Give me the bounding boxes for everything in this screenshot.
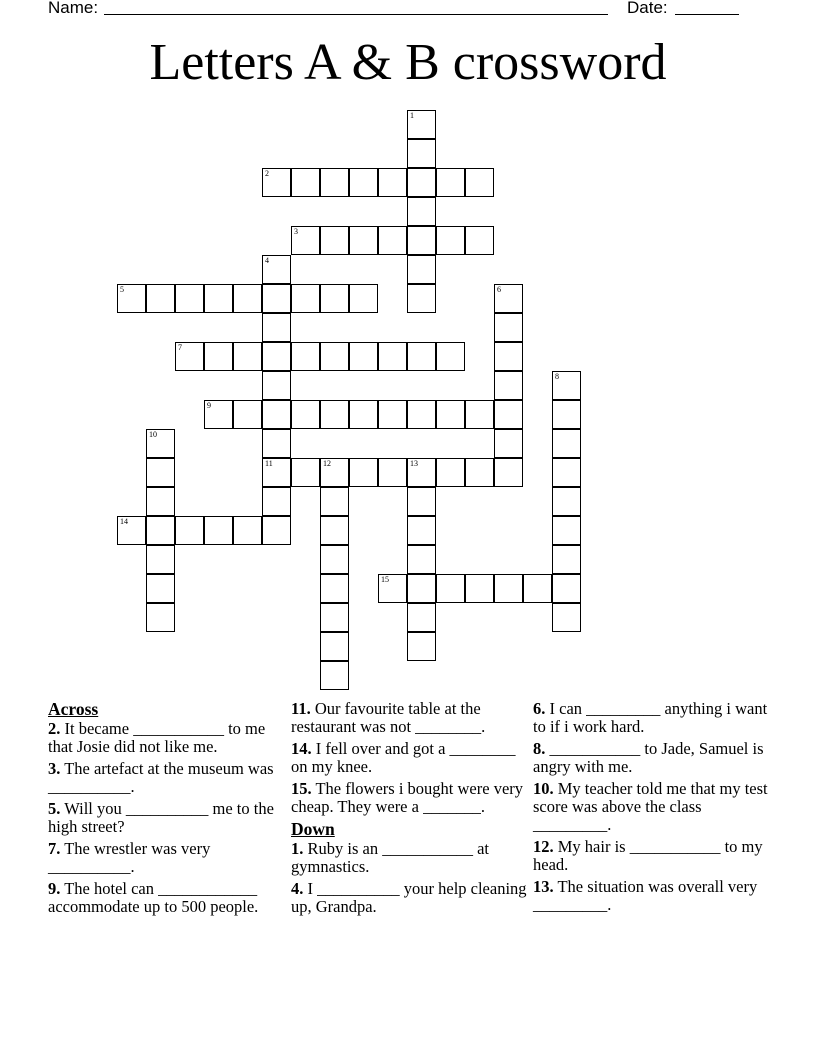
grid-cell[interactable]	[494, 400, 523, 429]
grid-cell[interactable]	[320, 458, 349, 487]
grid-cell[interactable]	[552, 429, 581, 458]
clue-text: I can _________ anything i want to if i work hard.	[533, 699, 768, 736]
grid-cell[interactable]	[494, 342, 523, 371]
clue-number-label: 10	[149, 430, 157, 439]
grid-cell[interactable]	[552, 516, 581, 545]
grid-cell[interactable]	[320, 284, 349, 313]
clue-across-5	[48, 800, 284, 836]
clue-down-8	[533, 740, 769, 776]
clue-number-label: 6	[497, 285, 501, 294]
grid-cell[interactable]	[378, 226, 407, 255]
clue-number: 1.	[291, 839, 304, 858]
grid-cell[interactable]	[494, 574, 523, 603]
grid-cell[interactable]	[407, 284, 436, 313]
grid-cell[interactable]	[204, 342, 233, 371]
clue-number-label: 9	[207, 401, 211, 410]
clue-text: The wrestler was very __________.	[48, 839, 211, 876]
grid-cell[interactable]	[146, 487, 175, 516]
grid-cell[interactable]	[233, 342, 262, 371]
page-title: Letters A & B crossword	[149, 34, 667, 91]
grid-cell[interactable]	[407, 197, 436, 226]
grid-cell[interactable]	[407, 487, 436, 516]
clue-across-11	[291, 700, 527, 736]
grid-cell[interactable]	[552, 545, 581, 574]
clue-down-10	[533, 780, 769, 834]
grid-cell[interactable]	[436, 574, 465, 603]
grid-cell[interactable]	[262, 487, 291, 516]
clue-number: 15.	[291, 779, 312, 798]
grid-cell[interactable]	[552, 458, 581, 487]
clue-number: 7.	[48, 839, 61, 858]
clue-number-label: 1	[410, 111, 414, 120]
grid-cell[interactable]	[494, 313, 523, 342]
grid-cell[interactable]	[407, 110, 436, 139]
grid-cell[interactable]	[320, 226, 349, 255]
grid-cell[interactable]	[320, 603, 349, 632]
grid-cell[interactable]	[262, 313, 291, 342]
clue-text: The situation was overall very _________.	[533, 877, 758, 914]
grid-cell[interactable]	[494, 371, 523, 400]
grid-cell[interactable]	[349, 400, 378, 429]
clue-number-label: 4	[265, 256, 269, 265]
grid-cell[interactable]	[146, 574, 175, 603]
grid-cell[interactable]	[204, 400, 233, 429]
grid-cell[interactable]	[349, 226, 378, 255]
grid-cell[interactable]	[146, 429, 175, 458]
grid-cell[interactable]	[407, 603, 436, 632]
clue-number-label: 13	[410, 459, 418, 468]
clue-text: Will you __________ me to the high street?	[48, 799, 274, 836]
grid-cell[interactable]	[465, 574, 494, 603]
grid-cell[interactable]	[291, 168, 320, 197]
clue-text: I __________ your help cleaning up, Grandpa.	[291, 879, 527, 916]
grid-cell[interactable]	[291, 458, 320, 487]
grid-cell[interactable]	[262, 168, 291, 197]
clue-number: 8.	[533, 739, 546, 758]
grid-cell[interactable]	[233, 400, 262, 429]
grid-cell[interactable]	[320, 400, 349, 429]
grid-cell[interactable]	[465, 168, 494, 197]
grid-cell[interactable]	[407, 458, 436, 487]
grid-cell[interactable]	[320, 516, 349, 545]
clue-number: 13.	[533, 877, 554, 896]
grid-cell[interactable]	[262, 284, 291, 313]
grid-cell[interactable]	[262, 342, 291, 371]
grid-cell[interactable]	[291, 342, 320, 371]
grid-cell[interactable]	[146, 545, 175, 574]
down-heading: Down	[291, 819, 335, 839]
clue-across-3	[48, 760, 284, 796]
grid-cell[interactable]	[465, 458, 494, 487]
grid-cell[interactable]	[378, 342, 407, 371]
clue-across-2	[48, 720, 284, 756]
clue-number: 9.	[48, 879, 61, 898]
clue-number-label: 15	[381, 575, 389, 584]
grid-cell[interactable]	[523, 574, 552, 603]
clue-number: 14.	[291, 739, 312, 758]
grid-cell[interactable]	[175, 284, 204, 313]
grid-cell[interactable]	[262, 400, 291, 429]
grid-cell[interactable]	[465, 226, 494, 255]
grid-cell[interactable]	[262, 458, 291, 487]
grid-cell[interactable]	[407, 400, 436, 429]
grid-cell[interactable]	[320, 574, 349, 603]
clue-down-4	[291, 880, 527, 916]
clue-across-14	[291, 740, 527, 776]
clue-text: The hotel can ____________ accommodate up to 500 people.	[48, 879, 259, 916]
clue-number: 3.	[48, 759, 61, 778]
grid-cell[interactable]	[407, 516, 436, 545]
grid-cell[interactable]	[407, 545, 436, 574]
clue-number-label: 7	[178, 343, 182, 352]
clue-text: My teacher told me that my test score was above the class _________.	[533, 779, 768, 834]
grid-cell[interactable]	[552, 603, 581, 632]
clues-column-3	[533, 700, 769, 918]
grid-cell[interactable]	[262, 516, 291, 545]
grid-cell[interactable]	[320, 342, 349, 371]
clue-text: My hair is ___________ to my head.	[533, 837, 763, 874]
clue-number-label: 3	[294, 227, 298, 236]
grid-cell[interactable]	[378, 574, 407, 603]
clue-text: The flowers i bought were very cheap. They were a _______.	[291, 779, 524, 816]
grid-cell[interactable]	[233, 284, 262, 313]
grid-cell[interactable]	[552, 487, 581, 516]
clue-down-1	[291, 840, 527, 876]
grid-cell[interactable]	[407, 226, 436, 255]
clue-number: 2.	[48, 719, 61, 738]
grid-cell[interactable]	[146, 603, 175, 632]
grid-cell[interactable]	[146, 458, 175, 487]
grid-cell[interactable]	[436, 342, 465, 371]
grid-cell[interactable]	[436, 168, 465, 197]
grid-cell[interactable]	[146, 516, 175, 545]
grid-cell[interactable]	[407, 168, 436, 197]
grid-cell[interactable]	[349, 168, 378, 197]
clue-across-7	[48, 840, 284, 876]
clue-number: 6.	[533, 699, 546, 718]
grid-cell[interactable]	[233, 516, 262, 545]
clue-number-label: 14	[120, 517, 128, 526]
date-label: Date:	[627, 0, 668, 17]
grid-cell[interactable]	[349, 342, 378, 371]
clue-number: 4.	[291, 879, 304, 898]
clue-number-label: 8	[555, 372, 559, 381]
grid-cell[interactable]	[436, 400, 465, 429]
clue-text: Ruby is an ___________ at gymnastics.	[291, 839, 489, 876]
grid-cell[interactable]	[320, 632, 349, 661]
grid-cell[interactable]	[117, 516, 146, 545]
grid-cell[interactable]	[407, 574, 436, 603]
grid-cell[interactable]	[291, 284, 320, 313]
grid-cell[interactable]	[407, 632, 436, 661]
clue-number-label: 12	[323, 459, 331, 468]
grid-cell[interactable]	[262, 429, 291, 458]
clue-number-label: 5	[120, 285, 124, 294]
clue-down-13	[533, 878, 769, 914]
clue-number: 11.	[291, 699, 311, 718]
grid-cell[interactable]	[436, 226, 465, 255]
clues-column-2	[291, 700, 527, 920]
grid-cell[interactable]	[204, 284, 233, 313]
grid-cell[interactable]	[204, 516, 233, 545]
grid-cell[interactable]	[320, 545, 349, 574]
grid-cell[interactable]	[552, 371, 581, 400]
grid-cell[interactable]	[349, 284, 378, 313]
grid-cell[interactable]	[407, 255, 436, 284]
grid-cell[interactable]	[175, 516, 204, 545]
clue-across-15	[291, 780, 527, 816]
name-label: Name:	[48, 0, 99, 17]
clue-across-9	[48, 880, 284, 916]
across-heading: Across	[48, 699, 99, 719]
grid-cell[interactable]	[465, 400, 494, 429]
grid-cell[interactable]	[320, 168, 349, 197]
clue-text: ___________ to Jade, Samuel is angry with me.	[533, 739, 764, 776]
clue-text: I fell over and got a ________ on my knee.	[291, 739, 516, 776]
grid-cell[interactable]	[320, 487, 349, 516]
clue-text: It became ___________ to me that Josie did not like me.	[48, 719, 266, 756]
grid-cell[interactable]	[378, 168, 407, 197]
grid-cell[interactable]	[407, 139, 436, 168]
grid-cell[interactable]	[117, 284, 146, 313]
clue-down-12	[533, 838, 769, 874]
grid-cell[interactable]	[349, 458, 378, 487]
grid-cell[interactable]	[175, 342, 204, 371]
clue-number: 10.	[533, 779, 554, 798]
grid-cell[interactable]	[320, 661, 349, 690]
grid-cell[interactable]	[262, 371, 291, 400]
grid-cell[interactable]	[552, 574, 581, 603]
clue-number-label: 11	[265, 459, 273, 468]
grid-cell[interactable]	[262, 255, 291, 284]
grid-cell[interactable]	[291, 400, 320, 429]
grid-cell[interactable]	[494, 458, 523, 487]
grid-cell[interactable]	[146, 284, 175, 313]
grid-cell[interactable]	[494, 429, 523, 458]
clue-down-6	[533, 700, 769, 736]
grid-cell[interactable]	[378, 458, 407, 487]
clue-number-label: 2	[265, 169, 269, 178]
clue-text: Our favourite table at the restaurant was not ________.	[291, 699, 486, 736]
clue-text: The artefact at the museum was __________.	[48, 759, 274, 796]
grid-cell[interactable]	[407, 342, 436, 371]
grid-cell[interactable]	[436, 458, 465, 487]
clue-number: 12.	[533, 837, 554, 856]
clues-column-1	[48, 700, 284, 920]
grid-cell[interactable]	[378, 400, 407, 429]
grid-cell[interactable]	[291, 226, 320, 255]
grid-cell[interactable]	[552, 400, 581, 429]
clue-number: 5.	[48, 799, 61, 818]
grid-cell[interactable]	[494, 284, 523, 313]
